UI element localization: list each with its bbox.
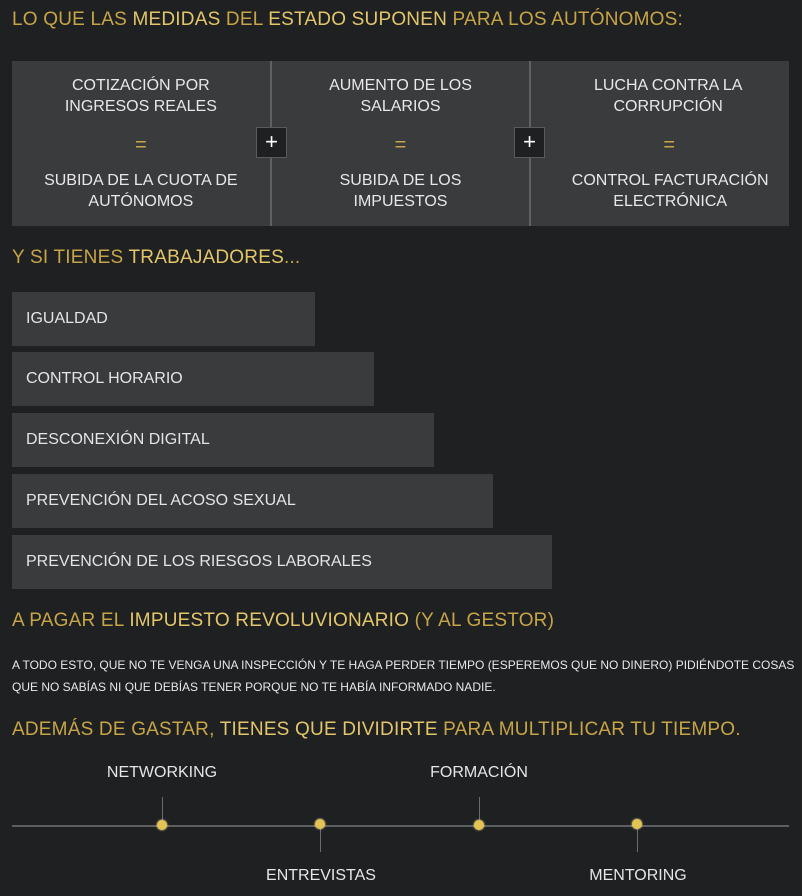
measure-column bbox=[529, 61, 789, 226]
timeline-label-entrevistas: ENTREVISTAS bbox=[266, 867, 376, 884]
heading-part: LO QUE LAS bbox=[12, 9, 133, 30]
measure-bottom-text: CONTROL FACTURACIÓN ELECTRÓNICA bbox=[571, 172, 769, 210]
heading-part: IMPUESTO REVOLUVIONARIO bbox=[129, 610, 410, 631]
measure-bottom-text: SUBIDA DE LOS IMPUESTOS bbox=[339, 172, 462, 210]
measure-bottom-text: SUBIDA DE LA CUOTA DE AUTÓNOMOS bbox=[44, 172, 238, 210]
heading-tax bbox=[12, 610, 554, 632]
measure-column bbox=[12, 61, 270, 226]
heading-part: MEDIDAS bbox=[132, 9, 221, 30]
equals-sign: = bbox=[663, 134, 676, 156]
timeline-dot bbox=[315, 819, 325, 829]
measures-panel bbox=[12, 61, 789, 226]
measure-top-text: AUMENTO DE LOS SALARIOS bbox=[329, 77, 472, 115]
obligation-bar-riesgos-laborales: PREVENCIÓN DE LOS RIESGOS LABORALES bbox=[12, 535, 552, 589]
heading-part: Y SI TIENES bbox=[12, 247, 129, 268]
obligation-bar-desconexion-digital: DESCONEXIÓN DIGITAL bbox=[12, 413, 434, 467]
measure-column bbox=[270, 61, 530, 226]
heading-part: DEL bbox=[220, 9, 269, 30]
plus-icon: + bbox=[514, 127, 545, 158]
heading-part: A PAGAR EL bbox=[12, 610, 130, 631]
heading-part: ADEMÁS DE GASTAR, bbox=[12, 719, 220, 740]
timeline-label-networking: NETWORKING bbox=[106, 764, 218, 781]
heading-part: (Y AL GESTOR) bbox=[409, 610, 555, 631]
timeline-stem bbox=[320, 826, 321, 852]
timeline-dot bbox=[474, 820, 484, 830]
heading-measures bbox=[12, 9, 683, 31]
heading-part: PARA LOS AUTÓNOMOS: bbox=[447, 9, 683, 30]
plus-icon: + bbox=[256, 127, 287, 158]
timeline-label-mentoring: MENTORING bbox=[589, 867, 687, 884]
equals-sign: = bbox=[134, 134, 147, 156]
timeline-stem bbox=[637, 826, 638, 852]
heading-part: PARA MULTIPLICAR TU TIEMPO. bbox=[437, 719, 741, 740]
obligation-bar-igualdad: IGUALDAD bbox=[12, 292, 315, 346]
heading-part: ... bbox=[283, 247, 301, 268]
obligation-bar-acoso-sexual: PREVENCIÓN DEL ACOSO SEXUAL bbox=[12, 474, 493, 528]
equals-sign: = bbox=[394, 134, 407, 156]
heading-workers bbox=[12, 247, 300, 269]
timeline-axis bbox=[12, 825, 789, 827]
timeline-label-formacion: FORMACIÓN bbox=[430, 764, 528, 781]
timeline-dot bbox=[157, 820, 167, 830]
measure-top-text: LUCHA CONTRA LA CORRUPCIÓN bbox=[593, 77, 743, 115]
measure-top-text: COTIZACIÓN POR INGRESOS REALES bbox=[64, 77, 217, 115]
heading-time bbox=[12, 719, 741, 741]
heading-part: TRABAJADORES bbox=[128, 247, 284, 268]
heading-part: TIENES QUE DIVIDIRTE bbox=[219, 719, 438, 740]
timeline-dot bbox=[632, 819, 642, 829]
heading-part: ESTADO SUPONEN bbox=[268, 9, 448, 30]
obligation-bar-control-horario: CONTROL HORARIO bbox=[12, 352, 374, 406]
inspection-note: A TODO ESTO, QUE NO TE VENGA UNA INSPECCIÓN Y TE HAGA PERDER TIEMPO (ESPEREMOS QUE NO DINERO) PIDIÉNDOTE COSAS QUE NO SABÍAS NI QUE DEBÍAS TENER PORQUE NO TE HABÍA INFORMADO NADIE. bbox=[12, 658, 795, 694]
